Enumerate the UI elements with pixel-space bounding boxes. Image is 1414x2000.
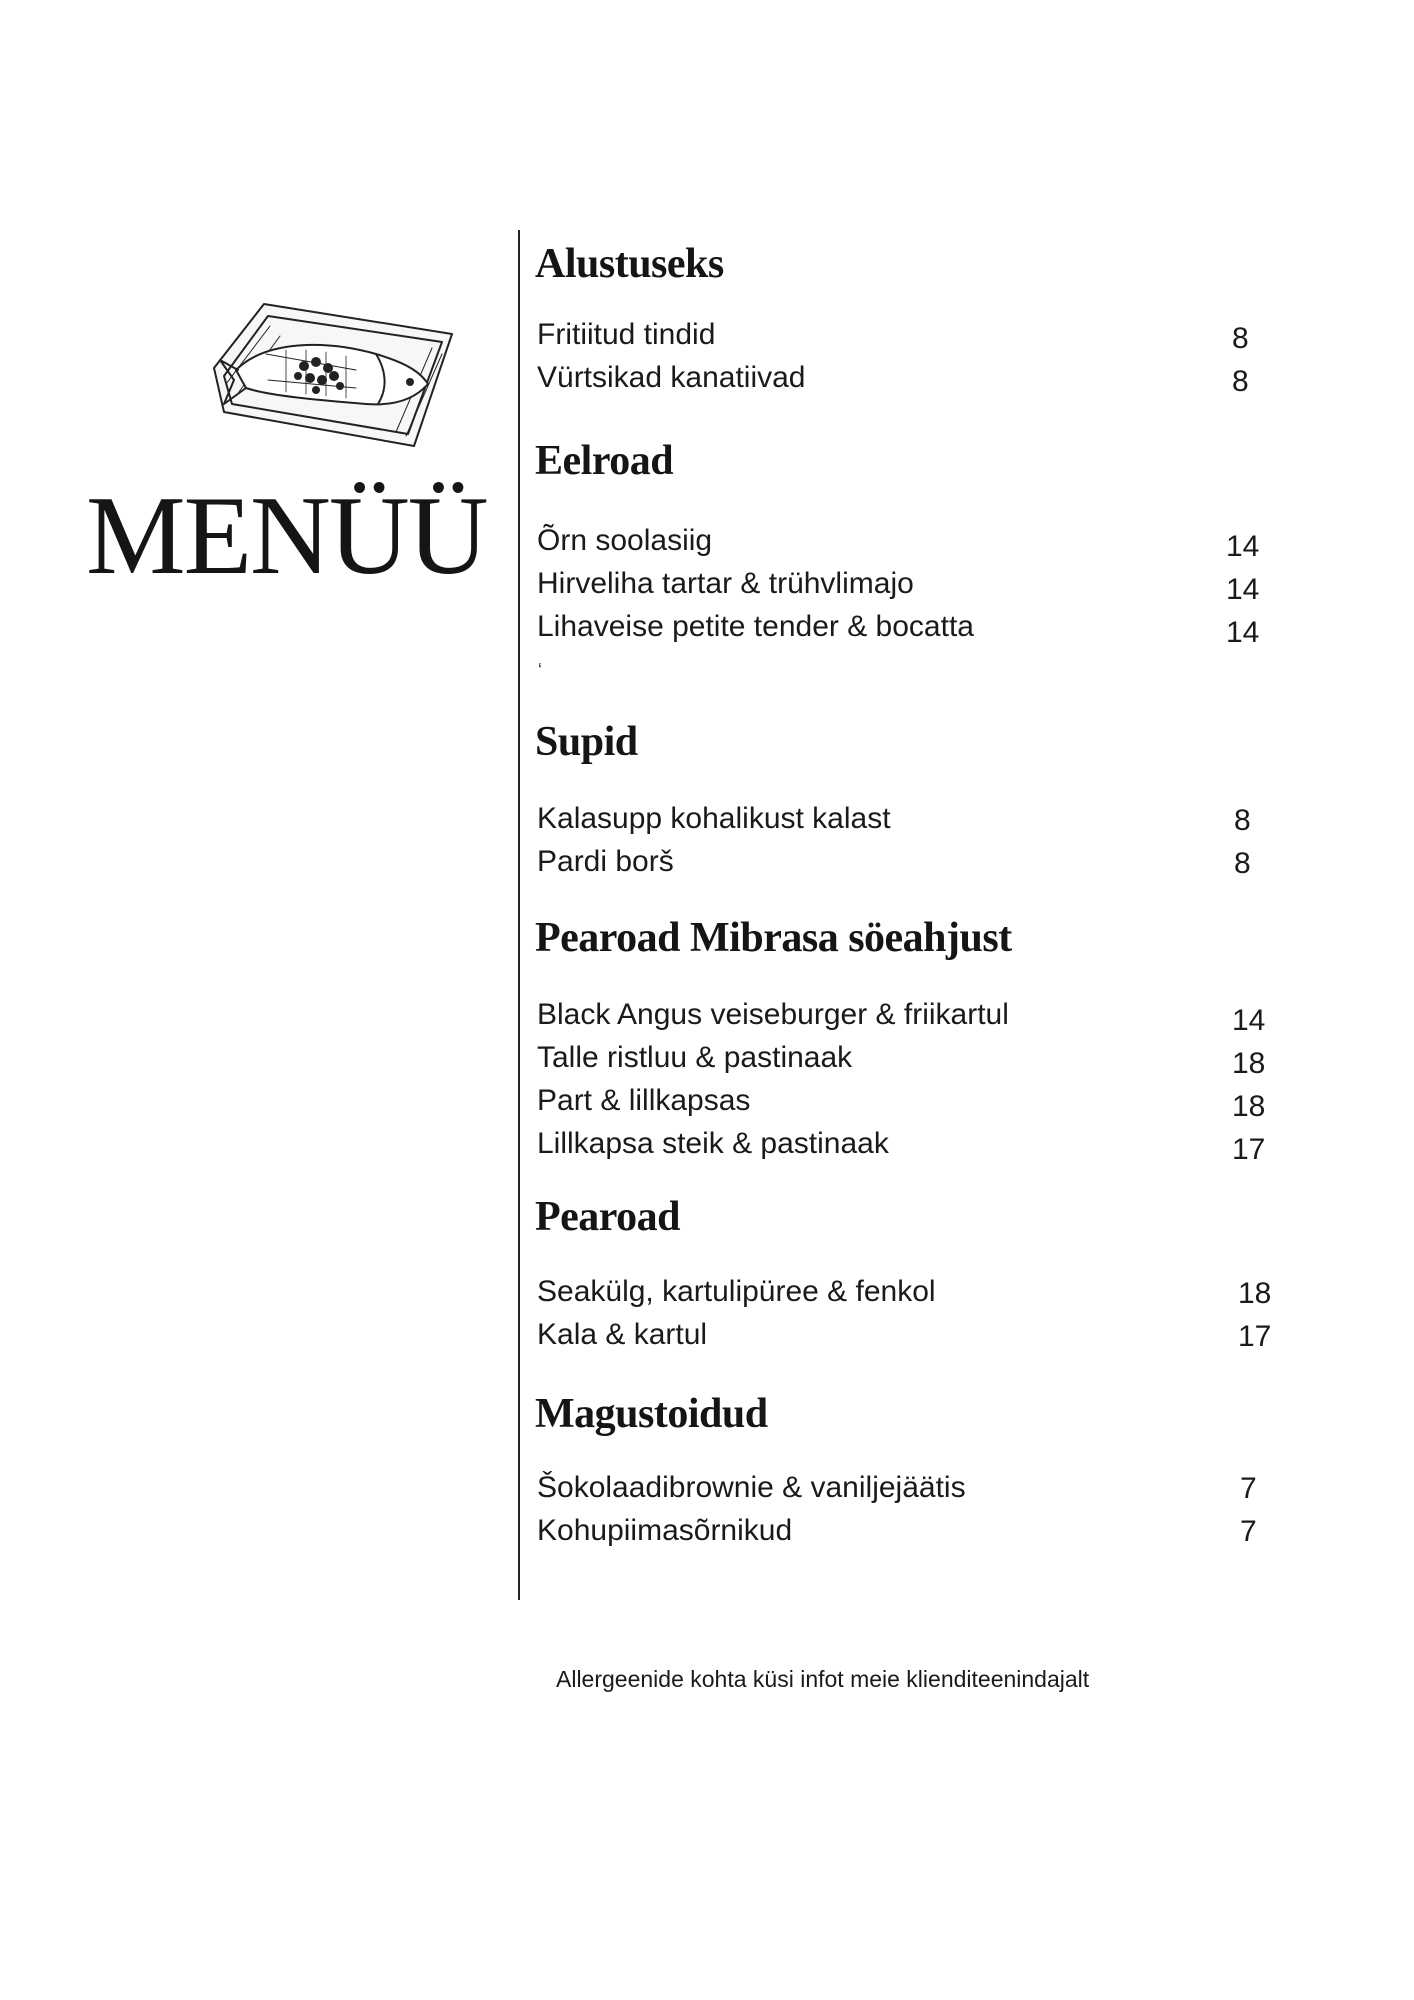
stray-mark: ‘ <box>538 660 542 680</box>
menu-item: Kohupiimasõrnikud <box>537 1514 793 1547</box>
menu-item-price: 14 <box>1232 1004 1266 1037</box>
menu-item: Lihaveise petite tender & bocatta <box>537 610 974 643</box>
grilled-fish-on-board-icon <box>206 296 462 452</box>
section-title-alustuseks: Alustuseks <box>535 241 724 287</box>
menu-title: MENÜÜ <box>86 474 487 598</box>
menu-item: Kala & kartul <box>537 1318 708 1351</box>
section-title-pearoad-mibrasa: Pearoad Mibrasa söeahjust <box>535 915 1012 961</box>
menu-item-price: 14 <box>1226 530 1260 563</box>
menu-item-price: 18 <box>1232 1090 1266 1123</box>
menu-item-price: 8 <box>1234 804 1251 837</box>
section-title-eelroad: Eelroad <box>535 438 674 484</box>
menu-item: Vürtsikad kanatiivad <box>537 361 806 394</box>
menu-item-price: 7 <box>1240 1472 1257 1505</box>
menu-item-price: 8 <box>1234 847 1251 880</box>
menu-item: Talle ristluu & pastinaak <box>537 1041 853 1074</box>
menu-item: Part & lillkapsas <box>537 1084 751 1117</box>
menu-item: Kalasupp kohalikust kalast <box>537 802 891 835</box>
menu-item: Pardi borš <box>537 845 674 878</box>
menu-item: Lillkapsa steik & pastinaak <box>537 1127 889 1160</box>
section-title-magustoidud: Magustoidud <box>535 1391 768 1437</box>
menu-item-price: 7 <box>1240 1515 1257 1548</box>
menu-item-price: 14 <box>1226 573 1260 606</box>
menu-item: Seakülg, kartulipüree & fenkol <box>537 1275 936 1308</box>
menu-item-price: 8 <box>1232 365 1249 398</box>
menu-item: Fritiitud tindid <box>537 318 716 351</box>
section-title-pearoad: Pearoad <box>535 1194 681 1240</box>
menu-item-price: 17 <box>1238 1320 1272 1353</box>
menu-item-price: 18 <box>1232 1047 1266 1080</box>
menu-item-price: 18 <box>1238 1277 1272 1310</box>
menu-item: Õrn soolasiig <box>537 524 713 557</box>
menu-item: Hirveliha tartar & trühvlimajo <box>537 567 914 600</box>
menu-item-price: 8 <box>1232 322 1249 355</box>
menu-item-price: 17 <box>1232 1133 1266 1166</box>
allergen-note: Allergeenide kohta küsi infot meie klienditeenindajalt <box>556 1666 1090 1692</box>
menu-item-price: 14 <box>1226 616 1260 649</box>
menu-item: Black Angus veiseburger & friikartul <box>537 998 1009 1031</box>
section-title-supid: Supid <box>535 719 638 765</box>
vertical-divider <box>518 230 520 1600</box>
menu-item: Šokolaadibrownie & vaniljejäätis <box>537 1471 966 1504</box>
